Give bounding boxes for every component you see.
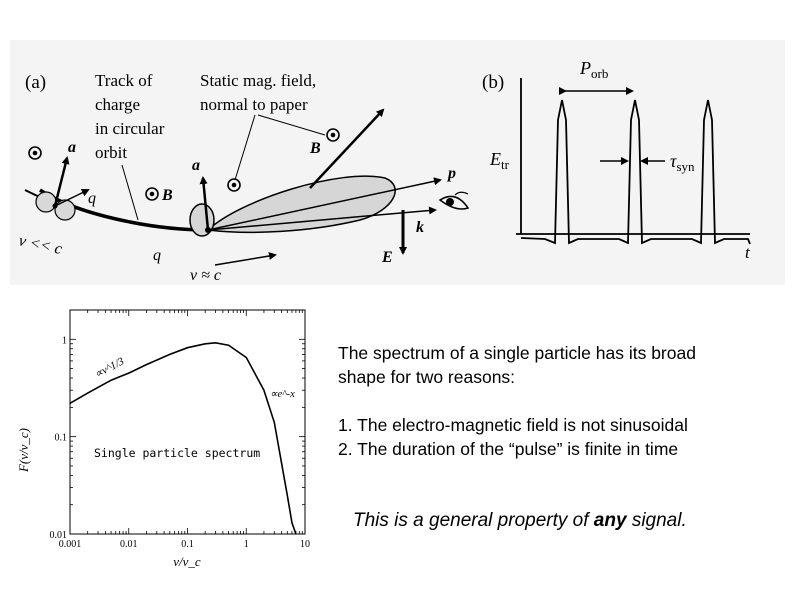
b-field-symbol-1 [29, 147, 41, 159]
x-tick-label: 0.01 [120, 539, 138, 550]
b-field-symbol-4 [327, 129, 339, 141]
velocity-label-fast: v ≈ c [190, 267, 221, 284]
y-tick-label: 1 [62, 335, 67, 347]
inner-title: Single particle spectrum [94, 446, 261, 460]
accel-arrow-slow [55, 158, 67, 206]
y-tick-label: 0.1 [54, 432, 67, 444]
explanation-text [338, 341, 696, 461]
charge-label-slow: q [88, 190, 96, 207]
b-field-symbol-3 [228, 179, 240, 191]
conclusion-text [353, 510, 687, 532]
observer-eye-icon [440, 192, 468, 209]
caption-line-2: shape for two reasons: [338, 367, 516, 387]
conclusion-after: signal. [626, 510, 687, 531]
field-label: Static mag. field, normal to paper [200, 71, 317, 114]
synchrotron-diagram [10, 40, 785, 285]
y-axis-label: F(ν/ν_c) [16, 427, 31, 473]
low-freq-annotation: ∝ν^1/3 [92, 355, 127, 381]
panel-b [482, 58, 751, 262]
velocity-label-slow: v << c [17, 232, 64, 259]
conclusion-emphasis: any [593, 510, 627, 531]
x-axis-label: ν/ν_c [173, 554, 201, 569]
panel-b-label: (b) [482, 72, 505, 93]
track-label: Track of charge in circular orbit [95, 71, 165, 162]
x-tick-label: 1 [243, 539, 249, 550]
high-freq-annotation: ∝e^-x [270, 389, 295, 400]
velocity-arrow-fast [215, 255, 275, 265]
e-field-label: E [382, 249, 393, 266]
x-tick-label: 10 [300, 539, 310, 550]
b-field-symbol-2 [146, 188, 158, 200]
field-leader-line-1 [235, 115, 255, 180]
spectrum-chart [10, 300, 325, 575]
b-label-2: B [310, 140, 321, 157]
b-label-1: B [162, 187, 173, 204]
y-label-b: $E_{tr}$ [490, 149, 509, 172]
reason-1: 1. The electro-magnetic field is not sinusoidal [338, 415, 688, 435]
x-tick-label: 0.001 [58, 539, 82, 550]
caption-line-1: The spectrum of a single particle has its broad [338, 343, 696, 363]
pulse-train [521, 100, 750, 244]
track-leader-line [122, 165, 138, 220]
x-tick-label: 0.1 [181, 539, 194, 550]
plot-frame [70, 310, 305, 534]
y-tick-label: 0.01 [49, 530, 67, 541]
charge-label-fast: q [153, 247, 161, 264]
panel-a-label: (a) [25, 72, 47, 93]
wave-vector-label: k [416, 219, 424, 236]
conclusion-before: This is a general property of [353, 510, 594, 531]
tau-label: $\tau_{syn}$ [670, 151, 695, 174]
period-label: $P_{orb}$ [580, 58, 609, 81]
reason-2: 2. The duration of the “pulse” is finite in time [338, 439, 679, 459]
field-leader-line-2 [258, 115, 325, 135]
t-axis-label: t [745, 243, 750, 262]
accel-label-slow: a [68, 139, 76, 156]
accel-label-fast: a [192, 157, 200, 174]
momentum-label: p [448, 165, 456, 182]
panel-a [17, 71, 468, 284]
